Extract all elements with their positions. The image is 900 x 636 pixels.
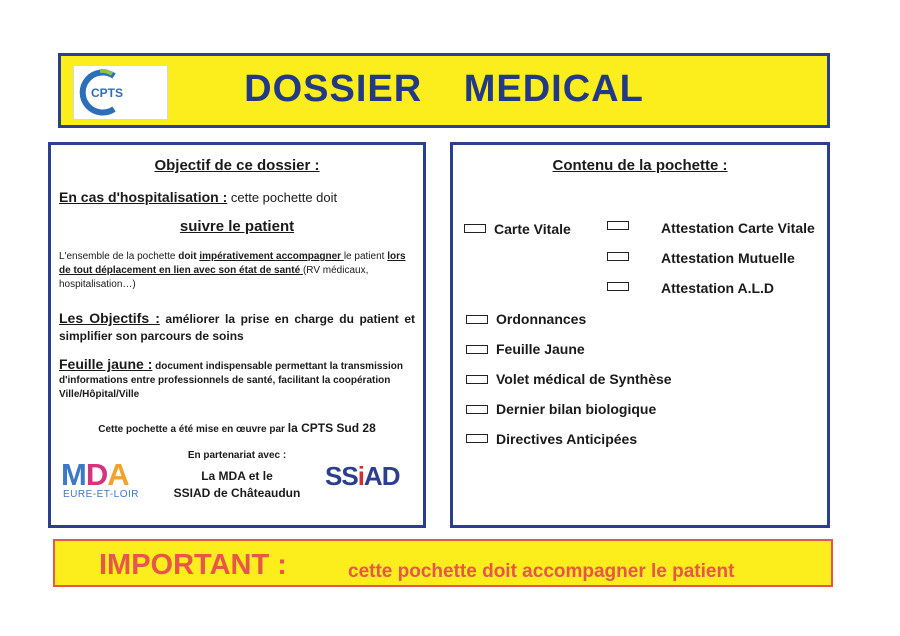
feuille-jaune-label: Feuille jaune :	[59, 356, 153, 372]
item-attestation-ald: Attestation A.L.D	[661, 280, 775, 296]
checkbox-attestation-mutuelle[interactable]	[607, 252, 629, 261]
mise-bold: la CPTS Sud 28	[287, 421, 376, 435]
objectifs-label: Les Objectifs :	[59, 310, 160, 326]
page-title: DOSSIER MEDICAL	[244, 68, 644, 110]
item-directives: Directives Anticipées	[496, 431, 638, 447]
objectif-title: Objectif de ce dossier :	[154, 157, 320, 174]
cpts-logo-text: CPTS	[91, 86, 124, 100]
ensemble-text-1: L'ensemble de la pochette	[59, 251, 179, 262]
checkbox-bilan-biologique[interactable]	[466, 405, 488, 414]
objectifs-text: améliorer la prise en charge du patient et simplifier son parcours de soins	[59, 312, 415, 343]
item-attestation-mutuelle: Attestation Mutuelle	[661, 250, 795, 266]
important-text: cette pochette doit accompagner le patient	[348, 561, 735, 582]
ensemble-paragraph	[59, 250, 409, 292]
contenu-panel	[450, 142, 830, 528]
item-attestation-carte-vitale: Attestation Carte Vitale	[661, 220, 815, 236]
feuille-jaune-paragraph	[59, 357, 415, 402]
important-label: IMPORTANT :	[99, 549, 287, 581]
contenu-title: Contenu de la pochette :	[552, 157, 728, 174]
partners-line-1: La MDA et le	[201, 469, 273, 483]
item-bilan-biologique: Dernier bilan biologique	[496, 401, 657, 417]
objectif-panel	[48, 142, 426, 528]
checkbox-attestation-ald[interactable]	[607, 282, 629, 291]
ensemble-bold: doit	[178, 251, 200, 262]
mda-logo-text: MDA	[61, 457, 129, 492]
important-banner	[53, 539, 833, 587]
mda-logo-sub: EURE-ET-LOIR	[63, 489, 140, 500]
mda-logo	[61, 457, 149, 511]
checkbox-ordonnances[interactable]	[466, 315, 488, 324]
item-ordonnances: Ordonnances	[496, 311, 587, 327]
header-banner	[58, 53, 830, 128]
hospitalisation-line	[59, 189, 415, 206]
ensemble-text-3: (RV médicaux, hospitalisation…)	[59, 265, 369, 290]
checkbox-feuille-jaune[interactable]	[466, 345, 488, 354]
mise-en-oeuvre	[59, 420, 415, 438]
mise-text: Cette pochette a été mise en œuvre par	[98, 424, 288, 435]
suivre-patient: suivre le patient	[179, 218, 295, 235]
item-volet-medical: Volet médical de Synthèse	[496, 371, 672, 387]
item-carte-vitale: Carte Vitale	[494, 221, 571, 237]
ssiad-logo	[325, 461, 409, 511]
ssiad-logo-text: SSiAD	[325, 461, 400, 491]
partners-line-2: SSIAD de Châteaudun	[173, 486, 301, 500]
checkbox-directives[interactable]	[466, 434, 488, 443]
checkbox-volet-medical[interactable]	[466, 375, 488, 384]
item-feuille-jaune: Feuille Jaune	[496, 341, 585, 357]
objectifs-paragraph	[59, 310, 415, 345]
hospitalisation-label: En cas d'hospitalisation :	[59, 189, 228, 205]
ensemble-underline-2: lors de tout déplacement en lien avec son état de santé	[59, 251, 406, 276]
hospitalisation-text: cette pochette doit	[230, 190, 338, 205]
partenariat-label: En partenariat avec :	[187, 450, 287, 461]
ensemble-underline: impérativement accompagner	[199, 251, 344, 262]
ensemble-text-2: le patient	[343, 251, 388, 262]
feuille-jaune-text: document indispensable permettant la transmission d'informations entre professionnels de santé, facilitant la coopération Ville/Hôpital/Ville	[59, 361, 403, 400]
checkbox-carte-vitale[interactable]	[464, 224, 486, 233]
checkbox-attestation-carte-vitale[interactable]	[607, 221, 629, 230]
